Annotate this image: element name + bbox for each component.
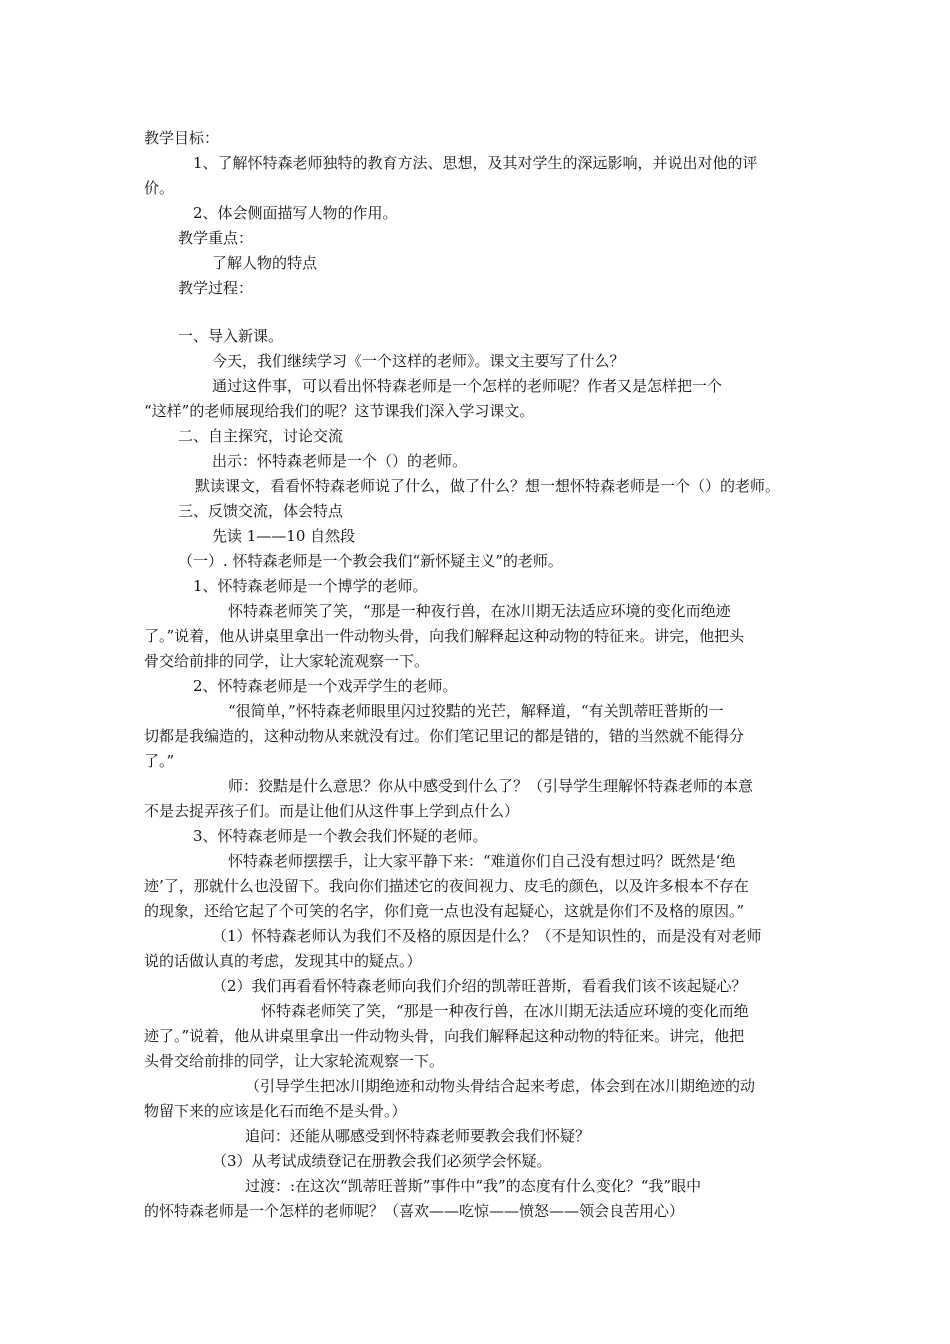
quote-line: 迹了。”说着，他从讲桌里拿出一件动物头骨，向我们解释起这种动物的特征来。讲完，他把 bbox=[144, 1027, 745, 1045]
paragraph-line: “这样”的老师展现给我们的呢？这节课我们深入学习课文。 bbox=[144, 402, 535, 420]
point-heading: 1、怀特森老师是一个博学的老师。 bbox=[193, 577, 428, 595]
guidance-line: 物留下来的应该是化石而绝不是头骨。） bbox=[144, 1102, 407, 1120]
paragraph-line: 先读 1——10 自然段 bbox=[212, 527, 356, 545]
question-line: 说的话做认真的考虑，发现其中的疑点。） bbox=[144, 952, 422, 970]
paragraph-line: 不是去捉弄孩子们。而是让他们从这件事上学到点什么） bbox=[144, 802, 520, 820]
goal-1-line-2: 价。 bbox=[144, 179, 175, 197]
question-line: （3）从考试成绩登记在册教会我们必须学会怀疑。 bbox=[212, 1152, 552, 1170]
heading-key-points: 教学重点： bbox=[178, 229, 254, 247]
quote-line: 的现象，还给它起了个可笑的名字，你们竟一点也没有起疑心，这就是你们不及格的原因。” bbox=[144, 902, 745, 920]
goal-2: 2、体会侧面描写人物的作用。 bbox=[193, 204, 398, 222]
quote-line: 骨交给前排的同学，让大家轮流观察一下。 bbox=[144, 652, 430, 670]
question-line: （1）怀特森老师认为我们不及格的原因是什么？（不是知识性的，而是没有对老师 bbox=[212, 927, 762, 945]
section-2-heading: 二、自主探究，讨论交流 bbox=[178, 427, 344, 445]
goal-1-line-1: 1、了解怀特森老师独特的教育方法、思想，及其对学生的深远影响，并说出对他的评 bbox=[193, 154, 758, 172]
quote-line: 了。”说着，他从讲桌里拿出一件动物头骨，向我们解释起这种动物的特征来。讲完，他把头 bbox=[144, 627, 745, 645]
point-heading: 3、怀特森老师是一个教会我们怀疑的老师。 bbox=[193, 827, 488, 845]
follow-up-question: 追问：还能从哪感受到怀特森老师要教会我们怀疑？ bbox=[245, 1127, 591, 1145]
paragraph-line: 通过这件事，可以看出怀特森老师是一个怎样的老师呢？作者又是怎样把一个 bbox=[212, 377, 723, 395]
quote-line: “很简单，”怀特森老师眼里闪过狡黠的光芒，解释道，“有关凯蒂旺普斯的一 bbox=[228, 702, 724, 720]
paragraph-line: 师：狡黠是什么意思？你从中感受到什么了？（引导学生理解怀特森老师的本意 bbox=[228, 777, 754, 795]
quote-line: 怀特森老师摆摆手，让大家平静下来：“难道你们自己没有想过吗？既然是‘绝 bbox=[228, 852, 736, 870]
quote-line: 头骨交给前排的同学，让大家轮流观察一下。 bbox=[144, 1052, 445, 1070]
guidance-line: （引导学生把冰川期绝迹和动物头骨结合起来考虑，体会到在冰川期绝迹的动 bbox=[245, 1077, 756, 1095]
paragraph-line: 默读课文，看看怀特森老师说了什么，做了什么？想一想怀特森老师是一个（）的老师。 bbox=[195, 477, 781, 495]
question-line: （2）我们再看看怀特森老师向我们介绍的凯蒂旺普斯，看看我们该不该起疑心？ bbox=[212, 977, 747, 995]
quote-line: 迹’了，那就什么也没留下。我向你们描述它的夜间视力、皮毛的颜色，以及许多根本不存在 bbox=[144, 877, 749, 895]
transition-line: 的怀特森老师是一个怎样的老师呢？（喜欢——吃惊——愤怒——领会良苦用心） bbox=[144, 1202, 685, 1220]
subsection-heading: （一）. 怀特森老师是一个教会我们“新怀疑主义”的老师。 bbox=[178, 552, 563, 570]
quote-line: 怀特森老师笑了笑，“那是一种夜行兽，在冰川期无法适应环境的变化而绝迹 bbox=[228, 602, 731, 620]
quote-line: 怀特森老师笑了笑，“那是一种夜行兽，在冰川期无法适应环境的变化而绝 bbox=[261, 1002, 749, 1020]
heading-teaching-process: 教学过程： bbox=[178, 279, 254, 297]
quote-line: 切都是我编造的，这种动物从来就没有过。你们笔记里记的都是错的，错的当然就不能得分 bbox=[144, 727, 745, 745]
section-1-heading: 一、导入新课。 bbox=[178, 327, 284, 345]
section-3-heading: 三、反馈交流，体会特点 bbox=[178, 502, 344, 520]
transition-line: 过渡：:在这次“凯蒂旺普斯”事件中“我”的态度有什么变化？“我”眼中 bbox=[245, 1177, 702, 1195]
quote-line: 了。” bbox=[144, 752, 175, 770]
key-point-text: 了解人物的特点 bbox=[212, 254, 318, 272]
point-heading: 2、怀特森老师是一个戏弄学生的老师。 bbox=[193, 677, 458, 695]
paragraph-line: 出示：怀特森老师是一个（）的老师。 bbox=[212, 452, 468, 470]
heading-teaching-goals: 教学目标： bbox=[144, 129, 220, 147]
paragraph-line: 今天，我们继续学习《一个这样的老师》。课文主要写了什么？ bbox=[212, 352, 625, 370]
